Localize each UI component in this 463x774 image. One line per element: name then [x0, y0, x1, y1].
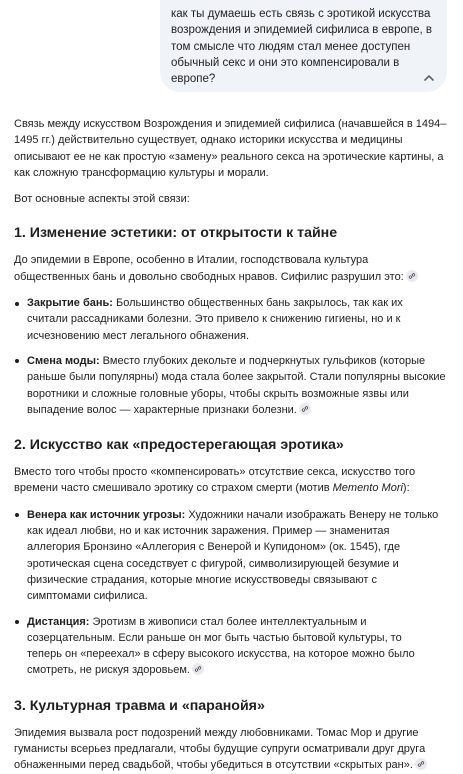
- list-item-term: Дистанция:: [27, 615, 90, 628]
- chevron-up-icon[interactable]: [421, 70, 437, 86]
- list-item-text: Большинство общественных бань закрылось, так как их считали рассадниками болезни. Это привело к снижению гигиены, но и к исчезновению мест легального обнажения.: [27, 297, 403, 342]
- section-3-text-body: Эпидемия вызвала рост подозрений между любовниками. Томас Мор и другие гуманисты всерьез предлагали, чтобы будущие супруги осматривали друг друга обнаженными перед свадьбой, чтобы убедиться в отсутствии «скрытых ран».: [14, 726, 426, 772]
- bullet-icon: [15, 513, 19, 517]
- section-3-heading: 3. Культурная травма и «паранойя»: [14, 697, 265, 714]
- section-1-heading: 1. Изменение эстетики: от открытости к тайне: [14, 225, 338, 242]
- section-1-list: [14, 295, 454, 418]
- section-2-text: [14, 464, 454, 497]
- list-item-text: Вместо глубоких декольте и подчеркнутых гульфиков (которые раньше были популярны) мода стала более закрытой. Стали популярны высокие воротники и сложные головные уборы, чтобы скрыть возможные язвы или выпадение волос — характерные признаки болезни.: [27, 354, 446, 416]
- link-icon[interactable]: [192, 663, 204, 675]
- list-item-term: Смена моды:: [27, 354, 100, 367]
- bullet-icon: [15, 620, 19, 624]
- list-item: [14, 614, 439, 679]
- list-item-term: Закрытие бань:: [27, 297, 113, 310]
- link-icon[interactable]: [415, 758, 427, 770]
- section-2-heading: 2. Искусство как «предостерегающая эротика»: [14, 437, 344, 454]
- bullet-icon: [15, 302, 19, 306]
- section-1-text: [14, 252, 434, 285]
- list-item: [14, 353, 446, 418]
- user-message-bubble: [160, 0, 447, 92]
- section-2-list: [14, 507, 454, 679]
- list-item: [14, 507, 439, 605]
- intro-paragraph: Связь между искусством Возрождения и эпидемией сифилиса (начавшейся в 1494–1495 гг.) действительно существует, однако историки искусства и медицины описывают ее не как простую «замену» реального секса на эротические картины, а как сложную трансформацию культуры и морали.: [14, 118, 447, 179]
- section-2-text-after: ):: [402, 482, 410, 495]
- bullet-icon: [15, 359, 19, 363]
- section-1-text-body: До эпидемии в Европе, особенно в Италии, господствовала культура общественных бань и довольно свободных нравов. Сифилис разрушил это:: [14, 254, 404, 283]
- section-2-text-italic: Memento Mori: [332, 482, 403, 495]
- lead-paragraph: Вот основные аспекты этой связи:: [14, 193, 190, 206]
- link-icon[interactable]: [406, 270, 418, 282]
- list-item: [14, 295, 446, 344]
- section-2-text-before: Вместо того чтобы просто «компенсировать» отсутствие секса, искусство того времени часто смешивало эротику со страхом смерти (мотив: [14, 466, 416, 495]
- user-message-text: как ты думаешь есть связь с эротикой искусства возрождения и эпидемией сифилиса в европе, в том смысле что людям стал менее доступен обычный секс и они это компенсировали в европе?: [171, 8, 433, 86]
- list-item-text: Эротизм в живописи стал более интеллектуальным и созерцательным. Если раньше он мог быть частью бытовой культуры, то теперь он «переехал» в сферу высокого искусства, на которое можно было смотреть, не рискуя здоровьем.: [27, 615, 415, 677]
- link-icon[interactable]: [299, 403, 311, 415]
- list-item-text: Художники начали изображать Венеру не только как идеал любви, но и как источник заражения. Пример — знаменитая аллегория Бронзино «Аллегория с Венерой и Купидоном» (ок. 1545), где эротическая сцена соседствует с фигурой, символизирующей безумие и физические страдания, которые многие искусствоведы связывают с симптомами сифилиса.: [27, 508, 439, 603]
- section-3-text: [14, 725, 448, 774]
- list-item-term: Венера как источник угрозы:: [27, 508, 186, 521]
- assistant-response: [14, 116, 454, 774]
